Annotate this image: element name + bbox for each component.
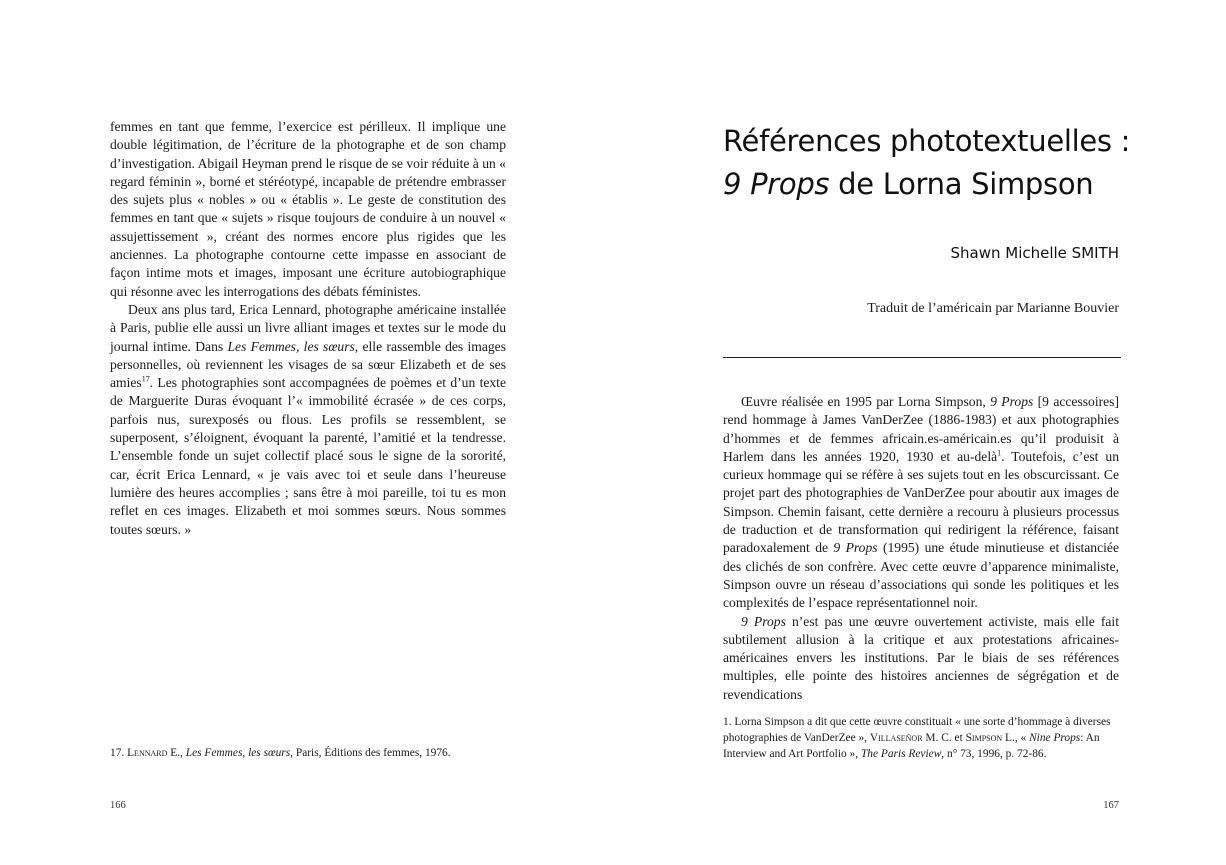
book-title: Les Femmes, les sœurs (227, 338, 355, 354)
right-page (613, 0, 1226, 865)
footnote-title: Les Femmes, les sœurs (185, 747, 291, 759)
text-run: , elle rassemble des images personnelles, où reviennent les visages de sa sœur Elizabeth et de ses amies (110, 338, 506, 391)
text-run: E., (167, 747, 186, 759)
paragraph (723, 613, 1119, 704)
left-body-text (110, 118, 506, 539)
work-title: 9 Props (833, 540, 878, 556)
title-line-2 (723, 163, 1143, 206)
right-body-text (723, 393, 1119, 704)
footnote-1 (723, 714, 1123, 762)
footnote-title: Nine Props (1029, 732, 1081, 744)
text-run: . Toutefois, c’est un curieux hommage qui se réfère à ses sujets tout en les obscurcissant. Ce projet part des photographies de VanDerZee pour aboutir aux images de Simpson. Chemin faisant, cette dernière a recouru à plusieurs processus de traduction et de transformation qui redirigent la référence, faisant paradoxalement de (723, 448, 1120, 556)
translator-credit: Traduit de l’américain par Marianne Bouvier (867, 301, 1119, 316)
text-run: [9 accessoires] rend hommage à James VanDerZee (1886-1983) et aux photographies d’hommes et de femmes africain.es-américain.es qu’il produisit à Harlem dans les années 1920, 1930 et au-delà (723, 394, 1120, 464)
author-name: Shawn Michelle SMITH (950, 244, 1119, 262)
footnote-ref[interactable]: 17 (141, 374, 150, 384)
work-title: 9 Props (741, 613, 786, 629)
paragraph (110, 301, 506, 539)
title-rest: de Lorna Simpson (829, 167, 1094, 201)
text-run: , Paris, Éditions des femmes, 1976. (290, 747, 451, 759)
text-run: (1995) une étude minutieuse et distanciée des clichés de son confrère. Avec cette œuvre d’apparence minimaliste, Simpson ouvre un réseau d’associations qui sonde les politiques et les complexités de l’espace représentationnel noir. (723, 540, 1119, 611)
page-number: 166 (110, 800, 126, 811)
text-run: . Les photographies sont accompagnées de poèmes et d’un texte de Marguerite Duras évoquant l’« immobilité écrasée » de ces corps, parfois nus, surexposés ou flous. Les profils se ressemblent, se superposent, s’éloignent, évoquant la parenté, l’amitié et la tendresse. L’ensemble fonde un sujet collectif placé sous le signe de la sororité, car, écrit Erica Lennard, « je vais avec toi et seule dans l’heureuse lumière des heures accomplies ; sans être à moi pareille, toi tu es mon reflet en ces images. Elizabeth et moi sommes sœurs. Nous sommes toutes sœurs. » (110, 375, 506, 537)
paragraph: femmes en tant que femme, l’exercice est périlleux. Il implique une double légitimation, de l’écriture de la photographe et de son champ d’investigation. Abigail Heyman prend le risque de se voir réduite à un « regard féminin », borné et stéréotypé, incapable de prétendre embrasser des sujets plus « nobles » ou « établis ». Le geste de constitution des femmes en tant que « sujets » risque toujours de conduire à un nouvel « assujettissement », créant des normes encore plus rigides que les anciennes. La photographe contourne cette impasse en associant de façon intime mots et images, imposant une écriture autobiographique qui résonne avec les interrogations des débats féministes. (110, 119, 507, 299)
divider (723, 357, 1121, 358)
footnote-author: Simpson (965, 732, 1003, 744)
title-italic: 9 Props (723, 167, 830, 201)
footnote-author: Villaseñor (869, 732, 923, 744)
text-run: , n° 73, 1996, p. 72-86. (941, 748, 1047, 760)
text-run: Deux ans plus tard, Erica Lennard, photographe américaine installée à Paris, publie elle aussi un livre alliant images et textes sur le mode du journal intime. Dans (110, 301, 506, 354)
text-run: L., « (1002, 732, 1030, 744)
footnote-author: Lennard (127, 747, 168, 759)
text-run: : An Interview and Art Portfolio », (723, 732, 1100, 760)
footnote-title: The Paris Review (860, 748, 942, 760)
chapter-title (723, 120, 1143, 206)
work-title: 9 Props (990, 394, 1034, 409)
footnote-ref[interactable]: 1 (997, 448, 1002, 458)
footnote-number: 17. (110, 747, 128, 759)
text-run: 1. Lorna Simpson a dit que cette œuvre constituait « une sorte d’hommage à diverses photographies de VanDerZee », (723, 716, 1111, 744)
text-run: Œuvre réalisée en 1995 par Lorna Simpson, (741, 394, 991, 409)
paragraph (723, 393, 1119, 613)
title-line-1: Références phototextuelles : (723, 124, 1131, 158)
text-run: n’est pas une œuvre ouvertement activiste, mais elle fait subtilement allusion à la critique et aux protestations africaines-américaines envers les institutions. Par le biais de ses références multiples, elle pointe des histoires anciennes de ségrégation et de revendications (723, 613, 1119, 702)
page-number: 167 (1103, 800, 1119, 811)
footnote-17 (110, 745, 510, 761)
text-run: M. C. et (922, 732, 966, 744)
